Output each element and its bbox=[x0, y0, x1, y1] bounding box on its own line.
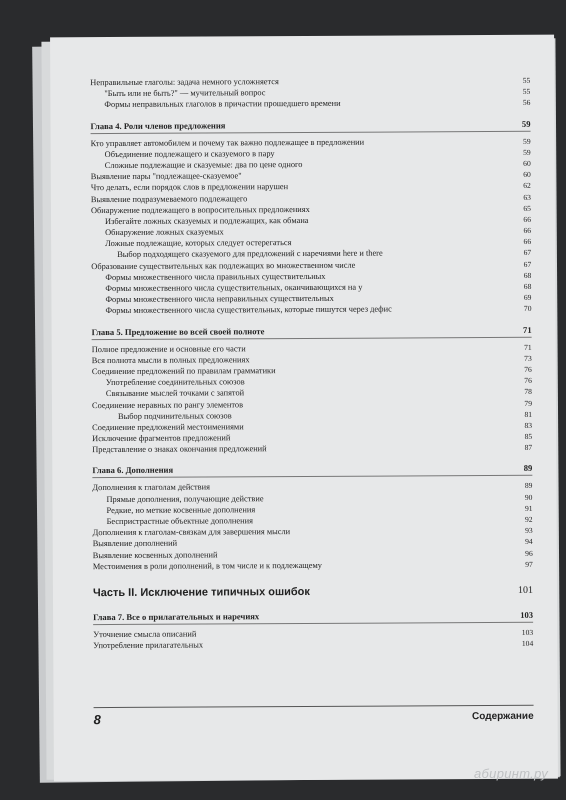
entry-title: Связывание мыслей точками с запятой bbox=[105, 388, 245, 399]
entry-title: Соединение предложений по правилам грамматики bbox=[91, 366, 276, 377]
entry-title: Дополнения к глаголам-связкам для завершения мысли bbox=[92, 527, 291, 538]
entry-title: Выявление дополнений bbox=[92, 539, 178, 549]
entry-page: 62 bbox=[523, 181, 531, 191]
entry-page: 101 bbox=[517, 584, 533, 596]
entry-page: 59 bbox=[522, 136, 531, 146]
watermark: абиринт.ру bbox=[474, 766, 548, 781]
entry-page: 73 bbox=[524, 353, 532, 363]
entry-page: 55 bbox=[522, 86, 531, 97]
part-heading bbox=[93, 582, 533, 602]
entry-page: 89 bbox=[524, 481, 533, 491]
entry-title: Формы множественного числа существительных, оканчивающихся на у bbox=[105, 282, 363, 294]
chapter-heading bbox=[92, 462, 532, 478]
entry-page: 103 bbox=[521, 627, 534, 637]
entry-page: 97 bbox=[525, 559, 533, 569]
entry-page: 96 bbox=[525, 548, 533, 558]
entry-title: Выбор подчинительных союзов bbox=[118, 411, 232, 421]
entry-page: 60 bbox=[523, 158, 531, 168]
entry-title: Дополнения к глаголам действия bbox=[92, 482, 210, 493]
entry-title: Часть II. Исключение типичных ошибок bbox=[92, 585, 310, 600]
entry-page: 79 bbox=[524, 398, 532, 408]
entry-title: Выявление пары "подлежащее-сказуемое" bbox=[90, 171, 242, 182]
entry-page: 90 bbox=[524, 492, 533, 502]
toc-entry bbox=[93, 638, 533, 651]
entry-page: 89 bbox=[523, 463, 533, 474]
entry-page: 68 bbox=[523, 281, 532, 291]
entry-title: Обнаружение подлежащего в вопросительных предложениях bbox=[90, 204, 310, 215]
chapter-heading bbox=[93, 609, 533, 625]
entry-title: Прямые дополнения, получающие действие bbox=[106, 493, 264, 504]
toc-entry bbox=[93, 559, 533, 572]
entry-title: Уточнение смысла описаний bbox=[93, 629, 197, 640]
section-name: Содержание bbox=[471, 710, 534, 723]
entry-page: 71 bbox=[524, 342, 532, 352]
entry-page: 92 bbox=[524, 514, 533, 524]
entry-page: 104 bbox=[521, 638, 534, 648]
entry-title: Глава 4. Роли членов предложения bbox=[90, 119, 226, 131]
entry-page: 76 bbox=[524, 364, 532, 374]
entry-title: Редкие, но меткие косвенные дополнения bbox=[106, 505, 256, 515]
chapter-heading bbox=[92, 323, 532, 339]
entry-page: 59 bbox=[523, 147, 531, 157]
entry-title: Выявление подразумеваемого подлежащего bbox=[90, 193, 248, 204]
entry-page: 93 bbox=[525, 525, 533, 536]
entry-title: Вся полнота мысли в полных предложениях bbox=[91, 355, 250, 365]
entry-title: Формы множественного числа неправильных существительных bbox=[105, 294, 334, 305]
entry-page: 69 bbox=[523, 292, 532, 303]
page-number: 8 bbox=[93, 712, 101, 728]
entry-title: Глава 5. Предложение во всей своей полноте bbox=[91, 325, 265, 337]
entry-page: 81 bbox=[524, 409, 533, 419]
book-page bbox=[50, 35, 558, 782]
entry-page: 91 bbox=[524, 503, 533, 513]
entry-page: 70 bbox=[523, 304, 532, 314]
chapter-heading bbox=[90, 117, 530, 133]
entry-title: Выбор подходящего сказуемого для предложений с наречиями here и there bbox=[117, 249, 383, 260]
entry-title: "Быть или не быть?" — мучительный вопрос bbox=[104, 88, 266, 99]
entry-title: Избегайте ложных сказуемых и подлежащих, как обмана bbox=[104, 215, 309, 226]
toc-entry bbox=[91, 303, 531, 316]
table-of-contents bbox=[90, 75, 533, 652]
entry-title: Местоимения в роли дополнений, в том числе и к подлежащему bbox=[92, 560, 322, 571]
entry-page: 55 bbox=[522, 75, 531, 85]
entry-page: 78 bbox=[524, 387, 532, 397]
page-footer bbox=[94, 705, 534, 728]
entry-title: Соединение предложений местоимениями bbox=[92, 422, 244, 432]
entry-title: Сложные подлежащие и сказуемые: два по цене одного bbox=[104, 159, 303, 170]
entry-page: 67 bbox=[523, 259, 532, 269]
entry-title: Глава 6. Дополнения bbox=[92, 465, 174, 476]
entry-title: Употребление прилагательных bbox=[93, 640, 204, 651]
entry-title: Ложные подлежащие, которых следует остерегаться bbox=[105, 238, 292, 249]
entry-page: 87 bbox=[524, 443, 533, 453]
entry-title: Формы множественного числа правильных существительных bbox=[105, 271, 326, 282]
entry-title: Неправильные глаголы: задача немного усложняется bbox=[90, 77, 279, 88]
entry-page: 76 bbox=[524, 375, 532, 385]
entry-title: Выявление косвенных дополнений bbox=[92, 550, 218, 560]
entry-page: 66 bbox=[523, 214, 532, 224]
entry-page: 85 bbox=[524, 431, 533, 441]
entry-title: Формы множественного числа существительных, которые пишутся через дефис bbox=[105, 304, 392, 316]
entry-title: Представление о знаках окончания предложений bbox=[92, 444, 267, 455]
entry-page: 71 bbox=[522, 324, 532, 335]
entry-title: Полное предложение и основные его части bbox=[91, 343, 246, 354]
entry-title: Кто управляет автомобилем и почему так важно подлежащее в предложении bbox=[90, 137, 365, 148]
entry-title: Обнаружение ложных сказуемых bbox=[105, 227, 224, 238]
toc-entry bbox=[92, 442, 532, 455]
entry-page: 83 bbox=[524, 420, 533, 430]
entry-title: Глава 7. Все о прилагательных и наречиях bbox=[93, 611, 260, 623]
entry-title: Образование существительных как подлежащих во множественном числе bbox=[91, 260, 356, 271]
entry-title: Беспристрастные объектные дополнения bbox=[106, 516, 253, 527]
entry-page: 94 bbox=[525, 537, 533, 547]
entry-page: 103 bbox=[520, 609, 534, 620]
entry-page: 66 bbox=[523, 225, 532, 235]
toc-entry bbox=[90, 97, 530, 110]
entry-page: 60 bbox=[523, 169, 531, 179]
entry-title: Что делать, если порядок слов в предложении нарушен bbox=[90, 182, 289, 193]
entry-page: 67 bbox=[523, 248, 532, 258]
entry-page: 66 bbox=[523, 237, 532, 247]
entry-title: Исключение фрагментов предложений bbox=[92, 433, 231, 444]
entry-page: 68 bbox=[523, 270, 532, 280]
entry-title: Формы неправильных глаголов в причастии прошедшего времени bbox=[104, 99, 341, 110]
entry-title: Соединение неравных по рангу элементов bbox=[91, 399, 244, 410]
entry-page: 56 bbox=[522, 98, 531, 108]
entry-page: 65 bbox=[523, 203, 531, 213]
entry-page: 59 bbox=[521, 118, 531, 129]
entry-title: Объединение подлежащего и сказуемого в пару bbox=[104, 148, 275, 159]
entry-page: 63 bbox=[523, 192, 531, 202]
entry-title: Употребление соединительных союзов bbox=[105, 377, 245, 388]
